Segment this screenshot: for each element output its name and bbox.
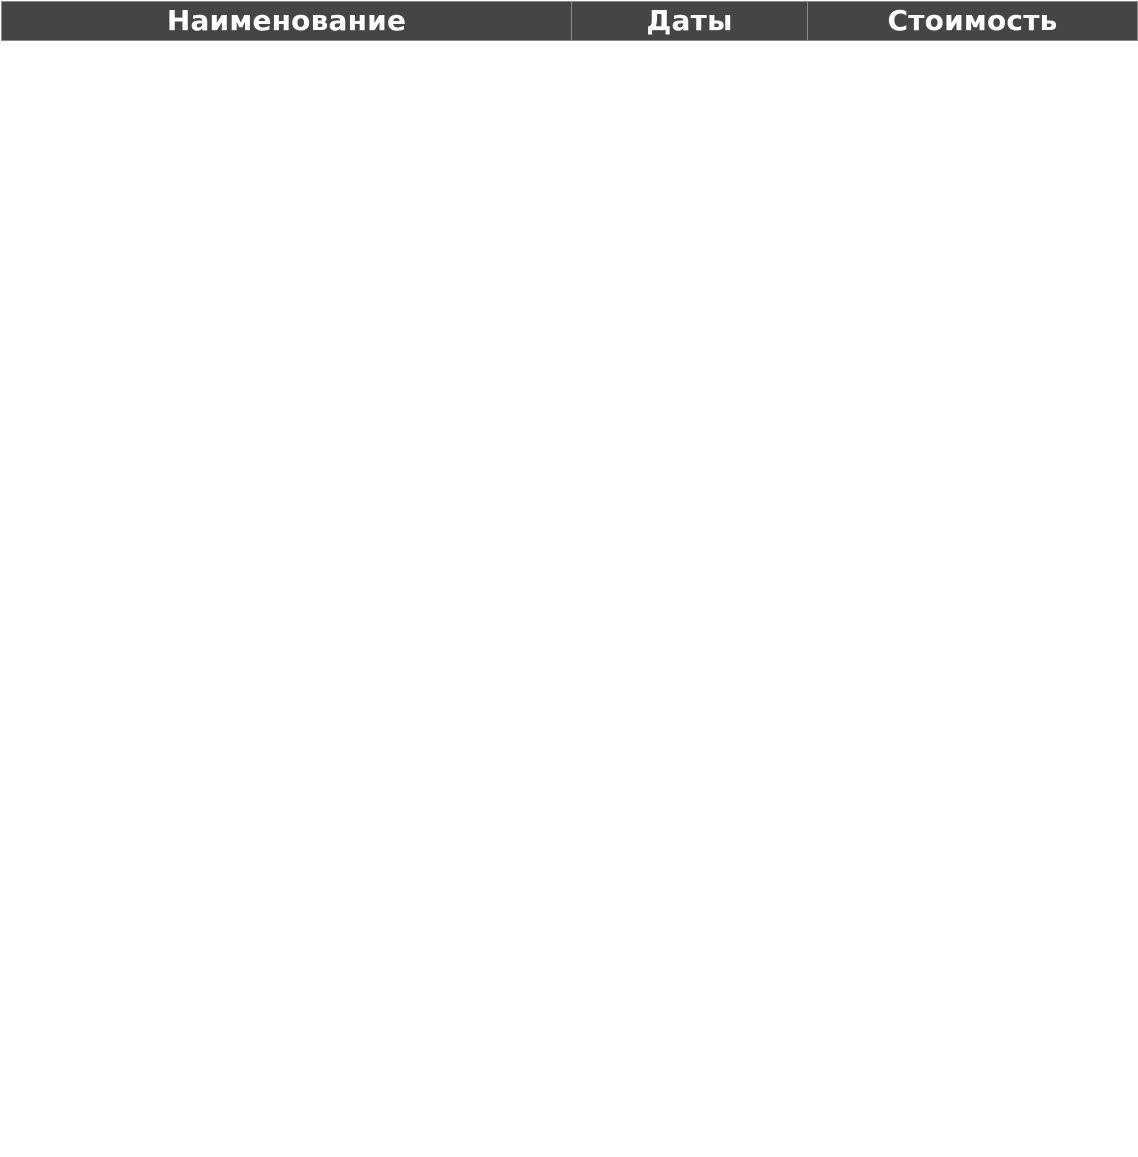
price-table-container [1,1,1137,41]
column-header-dates: Даты [572,2,808,41]
price-table [1,1,1138,41]
table-header-row [2,2,1138,41]
table-header [2,2,1138,41]
column-header-name: Наименование [2,2,572,41]
column-header-cost: Стоимость [808,2,1138,41]
